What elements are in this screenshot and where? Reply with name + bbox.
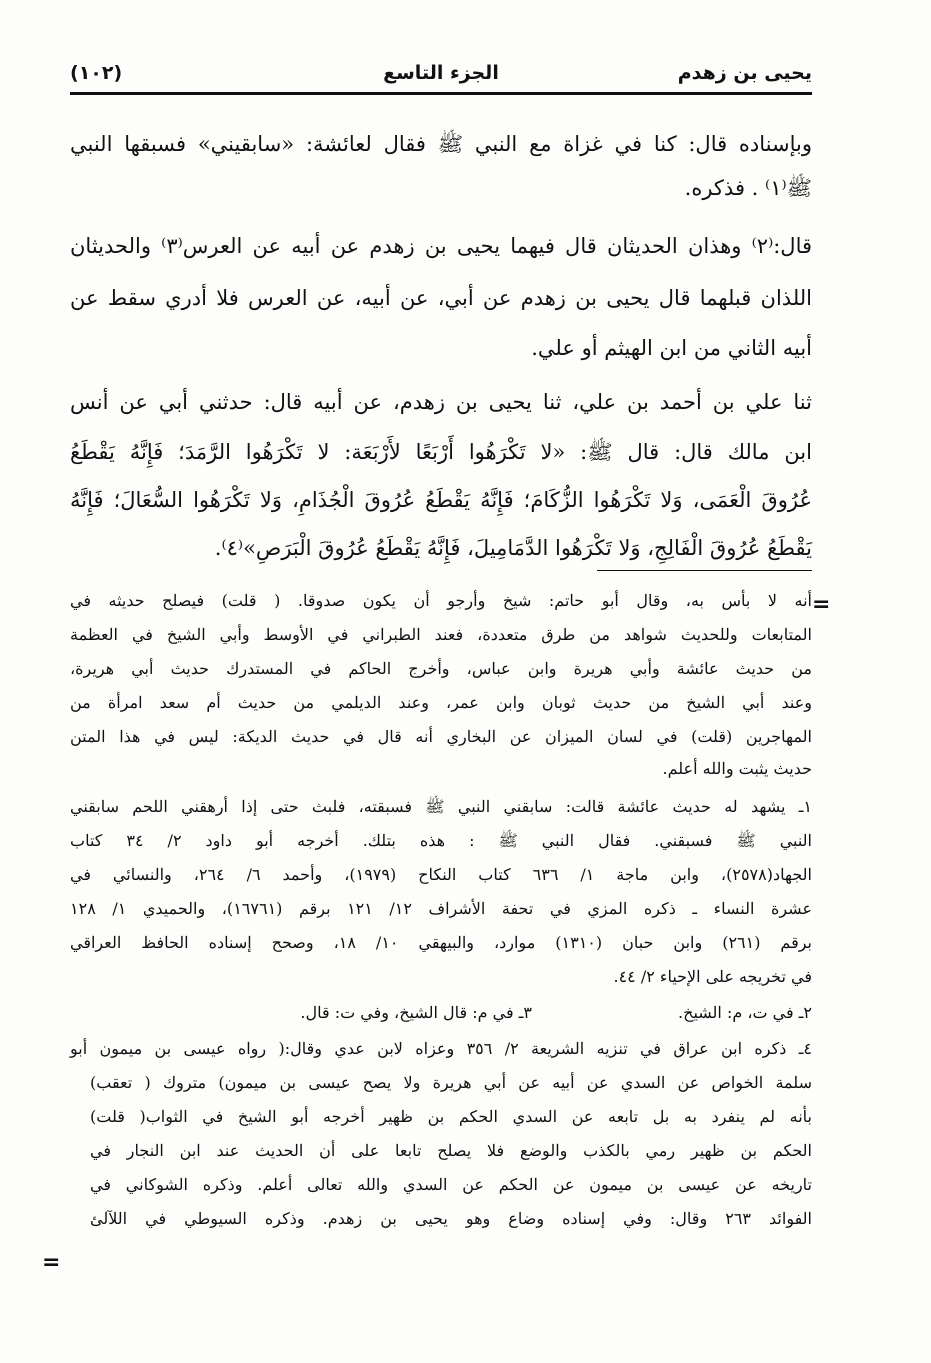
page-number: (١٠٢) [70,62,123,84]
footnote-row-2-3 [70,997,812,1029]
footnote-separator [597,570,812,571]
main-line: قال:⁽٢⁾ وهذان الحديثان قال فيهما يحيى بن زهدم عن أبيه عن العرس⁽٣⁾ والحديثان [70,234,813,258]
footnote-line: حديث يثبت والله أعلم. [662,759,812,778]
footnote-line: من حديث عائشة وأبي هريرة وابن عباس، وأخرج الحاكم في المستدرك حديث أبي هريرة، [70,659,812,678]
continuation-mark-top: = [812,592,831,617]
footnote-line: المتابعات وللحديث شواهد من طرق متعددة، فعند الطبراني في الأوسط وأبي الشيخ في العظمة [70,625,812,644]
page-header [70,60,812,90]
main-line: ﷺ⁽١⁾ . فذكره. [684,176,812,200]
footnote-line: الحكم بن ظهير رمي بالكذب والوضع فلا يصلح تابعا على أن الحديث عند ابن النجار في [90,1141,812,1160]
continuation-mark-bottom: = [42,1250,61,1275]
footnote-line: في تخريجه على الإحياء ٢/ ٤٤. [613,967,812,986]
narrator-title: يحيى بن زهدم [677,62,812,84]
footnote-line: سلمة الخواص عن السدي عن أبيه عن أبي هريرة ولا يصح عيسى بن ميمون) متروك ( تعقب) [90,1073,812,1092]
footnote-3: ٣ـ في م: قال الشيخ، وفي ت: قال. [300,1003,532,1022]
header-rule [70,92,812,95]
main-line: وبإسناده قال: كنا في غزاة مع النبي ﷺ فقال لعائشة: «سابقيني» فسبقها النبي [70,132,812,156]
footnote-line: ١ـ يشهد له حديث عائشة قالت: سابقني النبي ﷺ فسبقته، فلبث حتى إذا أرهقني اللحم سابقني [70,797,812,816]
footnote-line: المهاجرين (قلت) في لسان الميزان عن البخاري أنه قال في حديث الديكة: ليس في هذا المتن [70,727,813,746]
main-line: عُرُوقَ الْعَمَى، وَلا تَكْرَهُوا الزُّكَامَ؛ فَإِنَّهُ يَقْطَعُ عُرُوقَ الْجُذَامِ، وَلا تَكْرَهُوا السُّعَالَ؛ فَإِنَّهُ [70,488,812,512]
main-line: ابن مالك قال: قال ﷺ: «لا تَكْرَهُوا أَرْبَعًا لأَرْبَعَة: لا تَكْرَهُوا الرَّمَدَ؛ فَإِنَّهُ يَقْطَعُ [70,440,812,464]
footnote-line: برقم (٢٦١) وابن حبان (١٣١٠) موارد، والبيهقي ١٠/ ١٨، وصحح إسناده الحافظ العراقي [70,933,813,952]
footnote-line: أنه لا بأس به، وقال أبو حاتم: شيخ وأرجو أن يكون صدوقا. ( قلت) فيصلح حديثه في [70,591,812,610]
footnote-2: ٢ـ في ت، م: الشيخ. [678,1003,812,1022]
part-title: الجزء التاسع [383,62,499,84]
footnote-line: الجهاد(٢٥٧٨)، وابن ماجة ١/ ٦٣٦ كتاب النكاح (١٩٧٩)، وأحمد ٦/ ٢٦٤، والنسائي في [70,865,812,884]
main-line: يَقْطَعُ عُرُوقَ الْفَالِجِ، وَلا تَكْرَهُوا الدَّمَامِيلَ، فَإِنَّهُ يَقْطَعُ عُرُوقَ الْبَرَصِ»⁽٤⁾. [214,536,812,560]
footnote-line: النبي ﷺ فسبقني. فقال النبي ﷺ : هذه بتلك. أخرجه أبو داود ٢/ ٣٤ كتاب [70,831,813,850]
footnote-line: الفوائد ٢٦٣ وقال: وفي إسناده وضاع وهو يحيى بن زهدم. وذكره السيوطي في اللآلئ [90,1209,813,1228]
main-line: أبيه الثاني من ابن الهيثم أو علي. [531,336,812,360]
main-line: ثنا علي بن أحمد بن علي، ثنا يحيى بن زهدم، عن أبيه قال: حدثني أبي عن أنس [70,390,812,414]
footnote-line: بأنه لم ينفرد به بل تابعه عن السدي الحكم بن ظهير أخرجه أبو الشيخ في الثواب( قلت) [90,1107,812,1126]
footnote-line: تاريخه عن عيسى بن ميمون عن الحكم عن السدي والله تعالى أعلم. وذكره الشوكاني في [90,1175,812,1194]
footnote-line: ٤ـ ذكره ابن عراق في تنزيه الشريعة ٢/ ٣٥٦ وعزاه لابن عدي وقال:( رواه عيسى بن ميمون أبو [70,1039,812,1058]
main-line: اللذان قبلهما قال يحيى بن زهدم عن أبي، عن أبيه، عن العرس فلا أدري سقط عن [70,286,812,310]
footnote-line: وعند أبي الشيخ من حديث ثوبان وابن عمر، وعند الديلمي من حديث أم سعد امرأة من [70,693,812,712]
footnote-line: عشرة النساء ـ ذكره المزي في تحفة الأشراف ١٢/ ١٢١ برقم (١٦٧٦١)، والحميدي ١/ ١٢٨ [70,899,812,918]
